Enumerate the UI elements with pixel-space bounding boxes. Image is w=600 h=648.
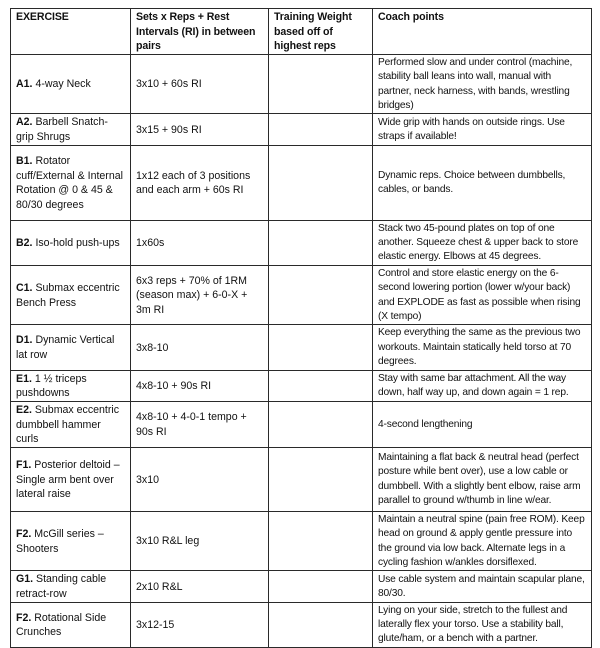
exercise-cell (11, 511, 131, 571)
sets-cell: 2x10 R&L (131, 571, 269, 602)
weight-cell[interactable] (269, 114, 373, 145)
table-row (11, 114, 592, 145)
table-row (11, 401, 592, 447)
sets-cell: 3x15 + 90s RI (131, 114, 269, 145)
sets-cell: 6x3 reps + 70% of 1RM (season max) + 6-0-X + 3m RI (131, 265, 269, 325)
exercise-name: 1 ½ triceps pushdowns (16, 372, 87, 400)
exercise-name: Iso-hold push-ups (32, 236, 120, 249)
exercise-name: Submax eccentric Bench Press (16, 282, 120, 309)
exercise-code: E1. (16, 372, 32, 385)
table-row (11, 370, 592, 401)
exercise-code: D1. (16, 334, 33, 347)
exercise-code: E2. (16, 403, 32, 416)
exercise-cell (11, 401, 131, 447)
exercise-name: Posterior deltoid – Single arm bent over lateral raise (16, 458, 120, 501)
exercise-code: F2. (16, 528, 32, 541)
table-row (11, 511, 592, 571)
weight-cell[interactable] (269, 370, 373, 401)
header-sets-reps-rest: Sets x Reps + Rest Intervals (RI) in between pairs (131, 9, 269, 55)
exercise-cell (11, 325, 131, 370)
header-training-weight: Training Weight based off of highest reps (269, 9, 373, 55)
exercise-cell (11, 54, 131, 114)
exercise-code: B1. (16, 154, 33, 167)
coach-points-cell: Maintain a neutral spine (pain free ROM). Keep head on ground & apply gentle pressure into the ground via low back. Alternate legs in a cycling fashion w/ankles dorsiflexed. (373, 511, 592, 571)
sets-cell: 3x10 R&L leg (131, 511, 269, 571)
exercise-code: C1. (16, 282, 33, 295)
table-row (11, 265, 592, 325)
exercise-cell (11, 602, 131, 647)
sets-cell: 4x8-10 + 4-0-1 tempo + 90s RI (131, 401, 269, 447)
sets-cell: 3x12-15 (131, 602, 269, 647)
exercise-name: 4-way Neck (32, 78, 91, 91)
coach-points-cell: Stay with same bar attachment. All the way down, half way up, and down again = 1 rep. (373, 370, 592, 401)
workout-table (10, 8, 592, 648)
exercise-code: B2. (16, 236, 33, 249)
weight-cell[interactable] (269, 447, 373, 511)
weight-cell[interactable] (269, 511, 373, 571)
exercise-cell (11, 145, 131, 220)
header-exercise: EXERCISE (11, 9, 131, 55)
exercise-cell (11, 265, 131, 325)
weight-cell[interactable] (269, 401, 373, 447)
exercise-name: Submax eccentric dumbbell hammer curls (16, 403, 120, 446)
exercise-name: Rotator cuff/External & Internal Rotation @ 0 & 45 & 80/30 degrees (16, 154, 123, 211)
coach-points-cell: Control and store elastic energy on the 6-second lowering portion (lower w/your back) and EXPLODE as fast as possible when rising (X tempo) (373, 265, 592, 325)
exercise-name: Barbell Snatch-grip Shrugs (16, 116, 108, 143)
table-row (11, 325, 592, 370)
header-coach-points: Coach points (373, 9, 592, 55)
coach-points-cell: Lying on your side, stretch to the fullest and laterally flex your torso. Use a stability ball, glute/ham, or a bench with a partner. (373, 602, 592, 647)
weight-cell[interactable] (269, 325, 373, 370)
coach-points-cell: Maintaining a flat back & neutral head (perfect posture while bent over), use a low cable or dumbbell. With a slightly bent elbow, raise arm parallel to ground w/thumb in line w/ear. (373, 447, 592, 511)
coach-points-cell: Stack two 45-pound plates on top of one another. Squeeze chest & upper back to store elastic energy. Elbows at 45 degrees. (373, 220, 592, 265)
weight-cell[interactable] (269, 145, 373, 220)
coach-points-cell: 4-second lengthening (373, 401, 592, 447)
table-row (11, 220, 592, 265)
header-row (11, 9, 592, 55)
sets-cell: 3x10 (131, 447, 269, 511)
table-row (11, 571, 592, 602)
coach-points-cell: Keep everything the same as the previous two workouts. Maintain statically held torso at 70 degrees. (373, 325, 592, 370)
exercise-cell (11, 447, 131, 511)
exercise-code: F1. (16, 458, 32, 471)
exercise-code: F2. (16, 611, 32, 624)
weight-cell[interactable] (269, 54, 373, 114)
sets-cell: 4x8-10 + 90s RI (131, 370, 269, 401)
table-row (11, 602, 592, 647)
sets-cell: 1x60s (131, 220, 269, 265)
sets-cell: 3x8-10 (131, 325, 269, 370)
exercise-cell (11, 114, 131, 145)
exercise-code: A2. (16, 116, 33, 129)
exercise-code: G1. (16, 573, 34, 586)
exercise-code: A1. (16, 78, 33, 91)
weight-cell[interactable] (269, 220, 373, 265)
exercise-name: Standing cable retract-row (16, 573, 107, 601)
exercise-name: Dynamic Vertical lat row (16, 334, 115, 362)
coach-points-cell: Performed slow and under control (machine, stability ball leans into wall, manual with partner, neck harness, with bands, wrestling bridges) (373, 54, 592, 114)
exercise-name: Rotational Side Crunches (16, 611, 107, 639)
sets-cell: 1x12 each of 3 positions and each arm + 60s RI (131, 145, 269, 220)
table-row (11, 54, 592, 114)
exercise-name: McGill series – Shooters (16, 528, 104, 555)
exercise-cell (11, 220, 131, 265)
coach-points-cell: Use cable system and maintain scapular plane, 80/30. (373, 571, 592, 602)
weight-cell[interactable] (269, 265, 373, 325)
sets-cell: 3x10 + 60s RI (131, 54, 269, 114)
table-row (11, 145, 592, 220)
coach-points-cell: Dynamic reps. Choice between dumbbells, cables, or bands. (373, 145, 592, 220)
exercise-cell (11, 370, 131, 401)
weight-cell[interactable] (269, 602, 373, 647)
table-row (11, 447, 592, 511)
coach-points-cell: Wide grip with hands on outside rings. Use straps if available! (373, 114, 592, 145)
exercise-cell (11, 571, 131, 602)
weight-cell[interactable] (269, 571, 373, 602)
